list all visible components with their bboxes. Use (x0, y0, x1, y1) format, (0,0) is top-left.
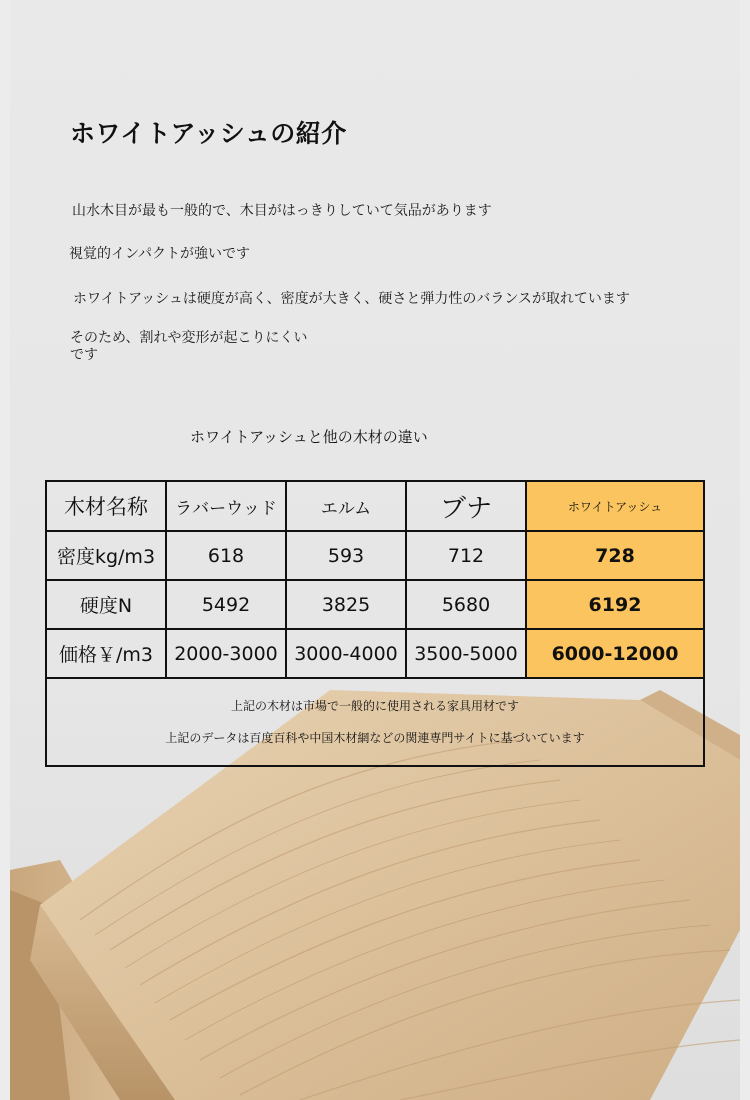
intro-paragraph-4: そのため、割れや変形が起こりにくいです (70, 330, 308, 363)
table-row-price (46, 629, 704, 678)
cell-price-rubberwood: 2000-3000 (166, 629, 286, 678)
intro-paragraph-3: ホワイトアッシュは硬度が高く、密度が大きく、硬さと弾力性のバランスが取れています (73, 291, 630, 307)
note-2: 上記のデータは百度百科や中国木材網などの関連専門サイトに基づいています (165, 731, 585, 745)
header-elm: エルム (286, 481, 406, 531)
table-notes (46, 678, 704, 766)
header-white-ash: ホワイトアッシュ (526, 481, 704, 531)
note-1: 上記の木材は市場で一般的に使用される家具用材です (230, 699, 519, 713)
cell-density-elm: 593 (286, 531, 406, 580)
header-beech: ブナ (406, 481, 526, 531)
wood-comparison-table (45, 480, 705, 767)
cell-density-beech: 712 (406, 531, 526, 580)
row-label-density: 密度kg/m3 (46, 531, 166, 580)
intro-paragraph-1: 山水木目が最も一般的で、木目がはっきりしていて気品があります (72, 203, 492, 219)
cell-density-rubberwood: 618 (166, 531, 286, 580)
row-label-price: 価格￥/m3 (46, 629, 166, 678)
header-wood-name: 木材名称 (46, 481, 166, 531)
row-label-hardness: 硬度N (46, 580, 166, 629)
table-header-row (46, 481, 704, 531)
table-row-density (46, 531, 704, 580)
cell-density-white-ash: 728 (526, 531, 704, 580)
table-row-hardness (46, 580, 704, 629)
comparison-title: ホワイトアッシュと他の木材の違い (190, 428, 428, 446)
cell-price-white-ash: 6000-12000 (526, 629, 704, 678)
cell-hardness-beech: 5680 (406, 580, 526, 629)
cell-price-beech: 3500-5000 (406, 629, 526, 678)
table-notes-row (46, 678, 704, 766)
page-title: ホワイトアッシュの紹介 (70, 119, 347, 148)
cell-hardness-white-ash: 6192 (526, 580, 704, 629)
intro-paragraph-2: 視覚的インパクトが強いです (69, 246, 251, 262)
cell-hardness-rubberwood: 5492 (166, 580, 286, 629)
cell-price-elm: 3000-4000 (286, 629, 406, 678)
cell-hardness-elm: 3825 (286, 580, 406, 629)
header-rubberwood: ラバーウッド (166, 481, 286, 531)
